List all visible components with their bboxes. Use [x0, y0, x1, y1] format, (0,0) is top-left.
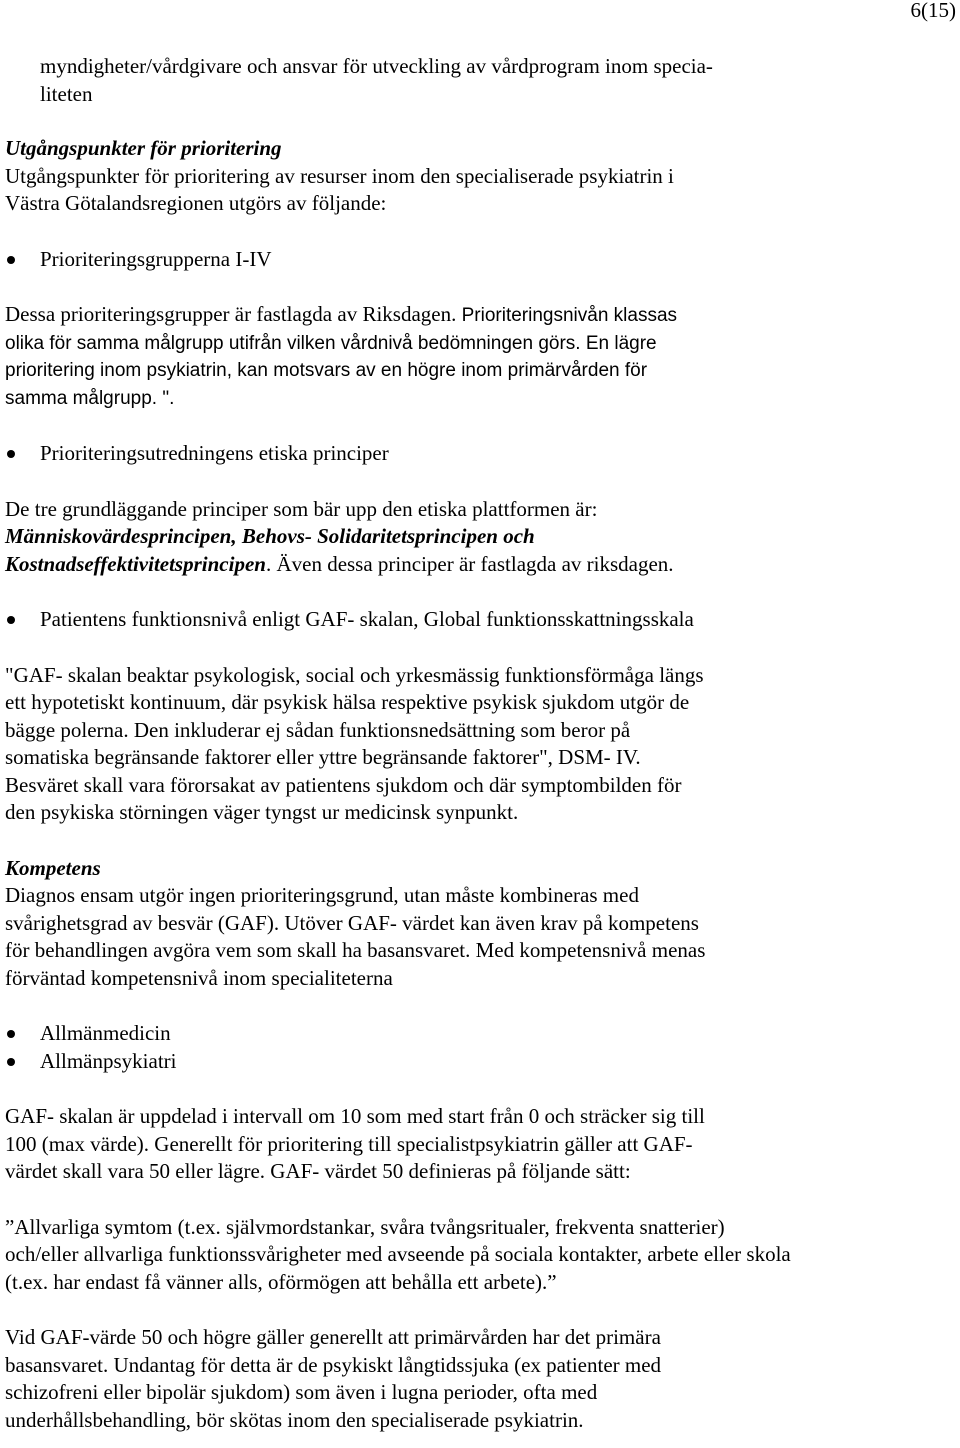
utgangspunkter-section — [5, 135, 955, 218]
bullet-item-etiska-principer — [5, 440, 955, 468]
paragraph-line: "GAF- skalan beaktar psykologisk, social och yrkesmässig funktionsförmåga längs — [5, 662, 704, 687]
bullet-text: Allmänpsykiatri — [40, 1048, 177, 1073]
paragraph-line: bägge polerna. Den inkluderar ej sådan funktionsnedsättning som beror på — [5, 717, 631, 742]
intro-line: myndigheter/vårdgivare och ansvar för utveckling av vårdprogram inom specia- — [40, 54, 713, 78]
paragraph-line: GAF- skalan är uppdelad i intervall om 10 som med start från 0 och sträcker sig till — [5, 1104, 705, 1128]
gaf-definition-quote — [5, 1214, 955, 1297]
principles-names: Människovärdesprincipen, Behovs- Solidaritetsprincipen och — [5, 524, 535, 548]
paragraph-line: ”Allvarliga symtom (t.ex. självmordstankar, svåra tvångsritualer, frekventa snatterier) — [5, 1214, 725, 1239]
intro-paragraph — [5, 53, 955, 108]
competence-list — [5, 1020, 955, 1075]
paragraph-line: Vid GAF-värde 50 och högre gäller generellt att primärvården har det primära — [5, 1325, 661, 1349]
bullet-text: Patientens funktionsnivå enligt GAF- skalan, Global funktionsskattningsskala — [40, 607, 694, 631]
paragraph-line: (t.ex. har endast få vänner alls, oförmögen att behålla ett arbete).” — [5, 1269, 557, 1294]
section-heading-kompetens: Kompetens — [5, 855, 101, 880]
principles-paragraph — [5, 496, 955, 579]
bullet-item-allmanpsykiatri — [5, 1048, 955, 1076]
riksdagen-paragraph — [5, 301, 955, 412]
paragraph-line: den psykiska störningen väger tyngst ur medicinsk synpunkt. — [5, 800, 519, 824]
gaf-interval-paragraph — [5, 1103, 955, 1186]
bullet-text: Allmänmedicin — [40, 1021, 171, 1045]
page-number: 6(15) — [910, 0, 956, 22]
paragraph-line: prioritering inom psykiatrin, kan motsvars av en högre inom primärvården för — [5, 360, 648, 381]
bullet-text: Prioriteringsutredningens etiska principer — [40, 441, 389, 465]
paragraph-line: olika för samma målgrupp utifrån vilken vårdnivå bedömningen görs. En lägre — [5, 332, 657, 354]
paragraph-line: Utgångspunkter för prioritering av resurser inom den specialiserade psykiatrin i — [5, 163, 674, 188]
document-body — [5, 53, 955, 1434]
paragraph-line: Västra Götalandsregionen utgörs av följande: — [5, 191, 387, 215]
paragraph-line: Dessa prioriteringsgrupper är fastlagda av Riksdagen. Prioriteringsnivån klassas — [5, 302, 678, 326]
paragraph-line: samma målgrupp. ". — [5, 387, 175, 409]
paragraph-line: och/eller allvarliga funktionssvårigheter med avseende på sociala kontakter, arbete eller skola — [5, 1242, 791, 1266]
paragraph-line: för behandlingen avgöra vem som skall ha basansvaret. Med kompetensnivå menas — [5, 938, 706, 962]
kompetens-section — [5, 855, 955, 993]
paragraph-line: underhållsbehandling, bör skötas inom den specialiserade psykiatrin. — [5, 1407, 584, 1432]
bullet-item-prioriteringsgrupperna — [5, 246, 955, 274]
section-heading-utgangspunkter: Utgångspunkter för prioritering — [5, 136, 282, 160]
paragraph-line: De tre grundläggande principer som bär upp den etiska plattformen är: — [5, 496, 598, 521]
paragraph-line: Diagnos ensam utgör ingen prioriteringsgrund, utan måste kombineras med — [5, 883, 639, 907]
paragraph-line: basansvaret. Undantag för detta är de psykiskt långtidssjuka (ex patienter med — [5, 1352, 662, 1377]
intro-line: liteten — [40, 81, 93, 106]
paragraph-line: värdet skall vara 50 eller lägre. GAF- värdet 50 definieras på följande sätt: — [5, 1159, 631, 1183]
final-paragraph — [5, 1324, 955, 1434]
paragraph-line: förväntad kompetensnivå inom specialiteterna — [5, 965, 393, 990]
paragraph-line: Kostnadseffektivitetsprincipen. Även dessa principer är fastlagda av riksdagen. — [5, 551, 674, 576]
bullet-item-allmanmedicin — [5, 1020, 955, 1048]
paragraph-line: schizofreni eller bipolär sjukdom) som även i lugna perioder, ofta med — [5, 1380, 598, 1404]
paragraph-line: Besväret skall vara förorsakat av patientens sjukdom och där symptombilden för — [5, 772, 682, 797]
paragraph-line: 100 (max värde). Generellt för prioritering till specialistpsykiatrin gäller att GAF- — [5, 1131, 693, 1156]
paragraph-line: somatiska begränsande faktorer eller yttre begränsande faktorer", DSM- IV. — [5, 745, 641, 769]
bullet-item-gaf-skalan — [5, 606, 955, 634]
bullet-text: Prioriteringsgrupperna I-IV — [40, 246, 272, 271]
paragraph-line: svårighetsgrad av besvär (GAF). Utöver GAF- värdet kan även krav på kompetens — [5, 910, 699, 935]
paragraph-line: ett hypotetiskt kontinuum, där psykisk hälsa respektive psykisk sjukdom utgör de — [5, 690, 690, 714]
gaf-paragraph — [5, 662, 955, 827]
